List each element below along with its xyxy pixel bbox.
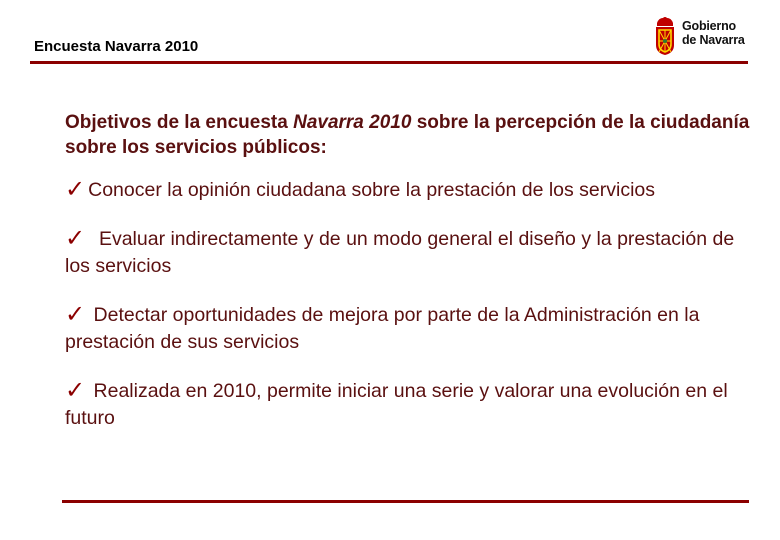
- bullet-text: Detectar oportunidades de mejora por parte de la Administración en la prestación de sus servicios: [65, 304, 705, 353]
- coat-of-arms-icon: [651, 15, 679, 57]
- page-header-title: Encuesta Navarra 2010: [34, 38, 199, 55]
- header-divider: [30, 61, 748, 64]
- gobierno-de-navarra-logo: [651, 15, 751, 57]
- bullet-item: [65, 301, 755, 356]
- bullet-text: Conocer la opinión ciudadana sobre la prestación de los servicios: [88, 179, 656, 201]
- footer-divider: [62, 500, 749, 503]
- checkmark-icon: ✓: [65, 175, 86, 203]
- slide-content: [65, 110, 755, 453]
- logo-text-line1: Gobierno: [682, 19, 736, 33]
- checkmark-icon: ✓: [65, 376, 86, 404]
- intro-text-end: sobre la percepción de la ciudadanía sobre los servicios públicos:: [65, 112, 750, 158]
- bullet-item: [65, 225, 755, 280]
- bullet-text: Realizada en 2010, permite iniciar una serie y valorar una evolución en el futuro: [65, 380, 734, 429]
- checkmark-icon: ✓: [65, 300, 86, 328]
- intro-heading: [65, 110, 755, 160]
- bullet-text: Evaluar indirectamente y de un modo general el diseño y la prestación de los servicios: [65, 228, 740, 277]
- checkmark-icon: ✓: [65, 224, 86, 252]
- bullet-item: [65, 377, 755, 432]
- intro-text-start: Objetivos de la encuesta: [65, 112, 294, 133]
- logo-text-line2: de Navarra: [682, 33, 745, 47]
- intro-text-italic: Navarra 2010: [293, 112, 412, 133]
- bullet-item: [65, 176, 755, 204]
